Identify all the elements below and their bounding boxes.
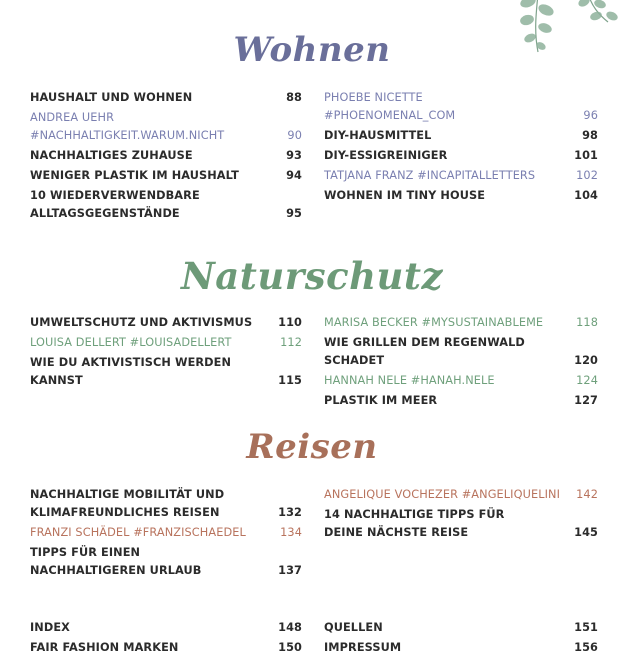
toc-entry-label: LOUISA DELLERT #LOUISADELLERT: [30, 336, 232, 349]
toc-entry-label: PLASTIK IM MEER: [324, 394, 438, 407]
toc-entry-author[interactable]: [324, 372, 598, 390]
toc-entry-page: 115: [278, 374, 302, 387]
toc-entry[interactable]: [324, 506, 598, 542]
wohnen-right-column: [324, 89, 598, 205]
naturschutz-right-column: [324, 314, 598, 410]
toc-entry-page: 132: [278, 506, 302, 519]
toc-entry-page: 156: [574, 641, 598, 654]
toc-entry-label: HAUSHALT UND WOHNEN: [30, 91, 193, 104]
toc-entry[interactable]: [30, 639, 302, 657]
toc-entry-label: FAIR FASHION MARKEN: [30, 641, 179, 654]
toc-entry[interactable]: [30, 167, 302, 185]
toc-entry[interactable]: [324, 619, 598, 637]
toc-entry[interactable]: [324, 639, 598, 657]
toc-entry-label: MARISA BECKER #MYSUSTAINABLEME: [324, 316, 544, 329]
toc-entry[interactable]: [30, 544, 302, 580]
toc-entry-author[interactable]: [30, 334, 302, 352]
toc-entry-page: 148: [278, 621, 302, 634]
toc-entry-page: 120: [574, 354, 598, 367]
appendix-left-column: [30, 619, 302, 657]
toc-entry-page: 90: [287, 129, 302, 142]
toc-entry-label: 10 WIEDERVERWENDBARE ALLTAGSGEGENSTÄNDE: [30, 189, 200, 220]
toc-entry-label: QUELLEN: [324, 621, 383, 634]
toc-entry-author[interactable]: [30, 109, 302, 145]
toc-entry-label: IMPRESSUM: [324, 641, 402, 654]
toc-entry-page: 101: [574, 149, 598, 162]
toc-entry-label: WIE GRILLEN DEM REGENWALD SCHADET: [324, 336, 525, 367]
reisen-right-column: [324, 486, 598, 542]
toc-entry-label: 14 NACHHALTIGE TIPPS FÜR DEINE NÄCHSTE REISE: [324, 508, 505, 539]
toc-entry-label: PHOEBE NICETTE #PHOENOMENAL_COM: [324, 91, 456, 122]
toc-entry-page: 94: [286, 169, 302, 182]
section-title-naturschutz: Naturschutz: [180, 254, 444, 298]
toc-entry[interactable]: [324, 147, 598, 165]
toc-entry-label: INDEX: [30, 621, 70, 634]
toc-entry-page: 124: [576, 374, 598, 387]
toc-entry-page: 151: [574, 621, 598, 634]
toc-entry-label: DIY-ESSIGREINIGER: [324, 149, 448, 162]
toc-entry-author[interactable]: [30, 524, 302, 542]
toc-entry-page: 104: [574, 189, 598, 202]
toc-entry-label: FRANZI SCHÄDEL #FRANZISCHAEDEL: [30, 526, 246, 539]
toc-entry-page: 93: [286, 149, 302, 162]
toc-entry-label: HANNAH NELE #HANAH.NELE: [324, 374, 495, 387]
toc-entry[interactable]: [30, 486, 302, 522]
toc-entry[interactable]: [30, 619, 302, 637]
toc-entry[interactable]: [30, 89, 302, 107]
toc-entry-label: WOHNEN IM TINY HOUSE: [324, 189, 486, 202]
toc-entry-label: TATJANA FRANZ #INCAPITALLETTERS: [324, 169, 536, 182]
toc-entry-author[interactable]: [324, 89, 598, 125]
toc-entry-label: DIY-HAUSMITTEL: [324, 129, 432, 142]
section-title-reisen: Reisen: [246, 427, 378, 467]
section-title-wohnen: Wohnen: [233, 30, 391, 70]
reisen-left-column: [30, 486, 302, 580]
wohnen-left-column: [30, 89, 302, 223]
toc-entry-author[interactable]: [324, 167, 598, 185]
toc-entry-label: UMWELTSCHUTZ UND AKTIVISMUS: [30, 316, 253, 329]
toc-entry[interactable]: [324, 127, 598, 145]
toc-entry-label: NACHHALTIGES ZUHAUSE: [30, 149, 193, 162]
toc-entry-page: 102: [576, 169, 598, 182]
appendix-right-column: [324, 619, 598, 657]
toc-entry[interactable]: [30, 147, 302, 165]
toc-entry[interactable]: [324, 392, 598, 410]
toc-entry-author[interactable]: [324, 314, 598, 332]
toc-entry-page: 127: [574, 394, 598, 407]
naturschutz-left-column: [30, 314, 302, 390]
toc-entry-label: NACHHALTIGE MOBILITÄT UND KLIMAFREUNDLICHES REISEN: [30, 488, 225, 519]
toc-entry-page: 137: [278, 564, 302, 577]
toc-entry-page: 145: [574, 526, 598, 539]
toc-entry-page: 112: [280, 336, 302, 349]
toc-entry[interactable]: [30, 354, 302, 390]
toc-entry-label: ANDREA UEHR #NACHHALTIGKEIT.WARUM.NICHT: [30, 111, 225, 142]
toc-entry-label: TIPPS FÜR EINEN NACHHALTIGEREN URLAUB: [30, 546, 202, 577]
toc-entry-page: 98: [582, 129, 598, 142]
toc-entry-page: 88: [286, 91, 302, 104]
toc-entry[interactable]: [324, 187, 598, 205]
toc-entry-label: WENIGER PLASTIK IM HAUSHALT: [30, 169, 239, 182]
toc-entry-page: 110: [278, 316, 302, 329]
toc-entry-page: 118: [576, 316, 598, 329]
toc-entry[interactable]: [324, 334, 598, 370]
toc-entry[interactable]: [30, 187, 302, 223]
toc-entry-page: 95: [286, 207, 302, 220]
toc-entry-page: 134: [280, 526, 302, 539]
toc-entry-label: WIE DU AKTIVISTISCH WERDEN KANNST: [30, 356, 232, 387]
toc-entry-page: 96: [583, 109, 598, 122]
toc-entry[interactable]: [30, 314, 302, 332]
toc-entry-page: 150: [278, 641, 302, 654]
toc-entry-author[interactable]: [324, 486, 598, 504]
toc-entry-label: ANGELIQUE VOCHEZER #ANGELIQUELINI: [324, 488, 561, 501]
toc-entry-page: 142: [576, 488, 598, 501]
